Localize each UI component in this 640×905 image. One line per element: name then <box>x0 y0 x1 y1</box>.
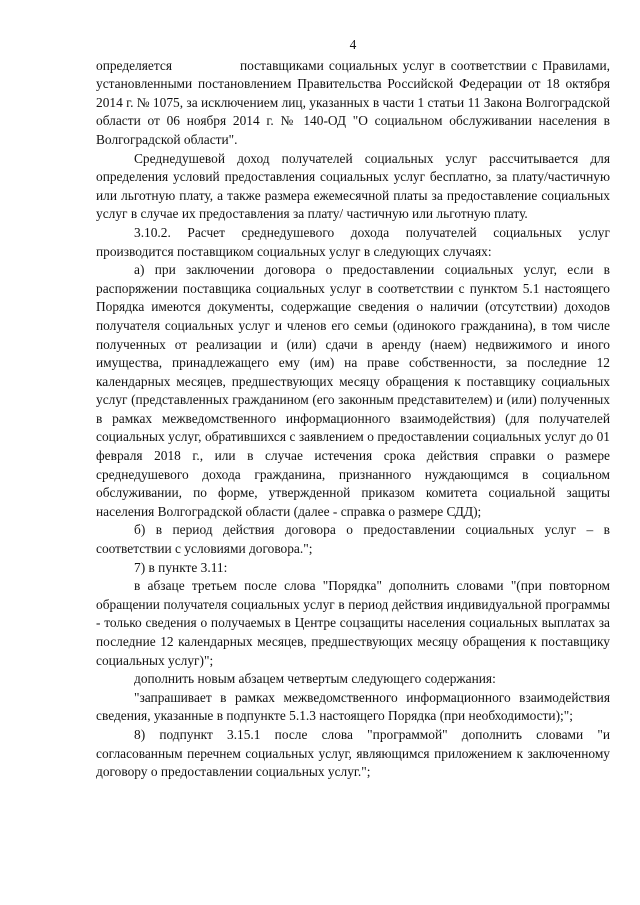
paragraph-6: 7) в пункте 3.11: <box>134 559 228 575</box>
paragraph-9: "запрашивает в рамках межведомственного информационного взаимодействия сведения, указанные в подпункте 5.1.3 настоящего Порядка (при необходимости);"; <box>96 689 610 724</box>
paragraph-1-text: поставщиками социальных услуг в соответствии с Правилами, установленными постановлением Правительства Российской Федерации от 18 октября 2014 г. № 1075, за исключением лиц, указанных в части 1 статьи 11 Закона Волгоградской области от 06 ноября 2014 г. № 140-ОД "О социальном обслуживании населения в Волгоградской области". <box>96 57 610 147</box>
paragraph-4: а) при заключении договора о предоставлении социальных услуг, если в распоряжении поставщика социальных услуг в соответствии с пунктом 5.1 настоящего Порядка имеются документы, содержащие сведения о наличии (отсутствии) доходов получателя социальных услуг и членов его семьи (одинокого гражданина), в том числе полученных от реализации и (или) сдачи в аренду (наем) недвижимого и иного имущества, принадлежащего ему (им) на праве собственности, за последние 12 календарных месяцев, предшествующих месяцу обращения к поставщику социальных услуг (представленных гражданином (его законным представителем) и (или) полученных в рамках межведомственного информационного взаимодействия) (для получателей социальных услуг, обратившихся с заявлением о предоставлении социальных услуг до 01 февраля 2018 г., или в случае истечения срока действия справки о размере среднедушевого дохода гражданина, признанного нуждающимся в социальном обслуживании, по форме, утвержденной приказом комитета социальной защиты населения Волгоградской области (далее - справка о размере СДД); <box>96 262 610 519</box>
paragraph-1 <box>96 57 610 150</box>
paragraph-5: б) в период действия договора о предоставлении социальных услуг – в соответствии с условиями договора."; <box>96 522 610 557</box>
paragraph-3: 3.10.2. Расчет среднедушевого дохода получателей социальных услуг производится поставщиком социальных услуг в следующих случаях: <box>96 224 610 259</box>
paragraph-7: в абзаце третьем после слова "Порядка" дополнить словами "(при повторном обращении получателя социальных услуг в период действия индивидуальной программы - только сведения о получаемых в Центре соцзащиты населения социальных выплатах за последние 12 календарных месяцев, предшествующих месяцу обращения к поставщику социальных услуг)"; <box>96 578 610 668</box>
paragraph-1-head: определяется <box>96 57 172 73</box>
paragraph-8: дополнить новым абзацем четвертым следующего содержания: <box>134 671 496 687</box>
paragraph-2: Среднедушевой доход получателей социальных услуг рассчитывается для определения условий предоставления социальных услуг бесплатно, за плату/частичную или льготную плату, а также размера ежемесячной платы за предоставление социальных услуг в случае их предоставления за плату/ частичную или льготную плату. <box>96 150 610 222</box>
paragraph-10: 8) подпункт 3.15.1 после слова "программой" дополнить словами "и согласованным перечнем социальных услуг, являющимся приложением к заключенному договору о предоставлении социальных услуг."; <box>96 726 610 780</box>
page-number: 4 <box>349 37 357 52</box>
